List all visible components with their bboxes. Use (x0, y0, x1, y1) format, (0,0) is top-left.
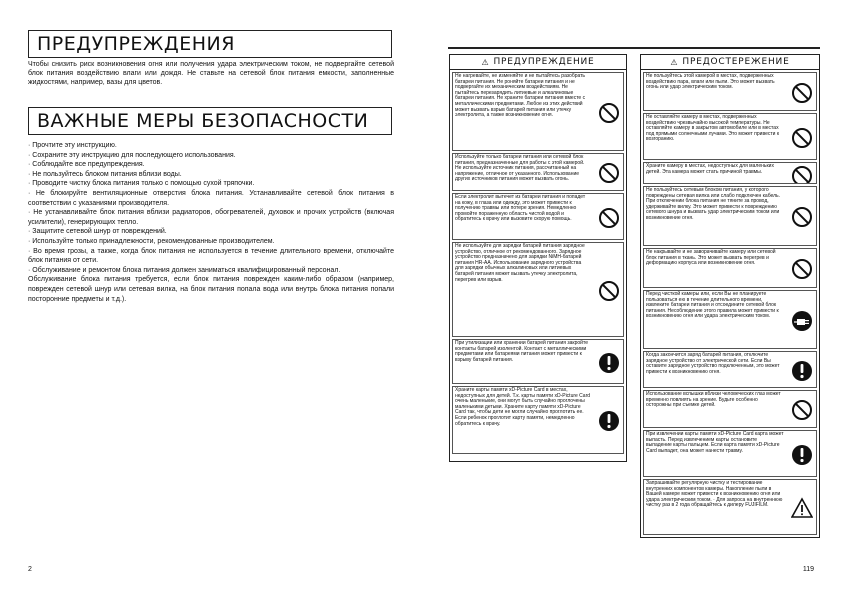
caution-title: ПРЕДОСТЕРЕЖЕНИЕ (682, 57, 790, 67)
prohibited-icon (598, 102, 620, 124)
safety-entry (643, 351, 817, 388)
warning-triangle-icon: ⚠ (481, 57, 490, 67)
list-item: · Прочтите эту инструкцию. (28, 142, 117, 149)
safety-entry (452, 339, 624, 384)
safety-entry-text: Использование вспышки вблизи человеческих глаз может временно повлиять на зрение. Будьте особенно осторожны при съемке детей. (646, 391, 781, 409)
safety-entry-text: Храните карты памяти xD-Picture Card в местах, недоступных для детей. Т.к. карты памяти xD-Picture Card очень маленькие, они могут быть случайно проглочены маленькими детьми. Храните карту памяти xD-Picture Card так, чтобы дети не могли случайно проглотить ее. Если ребенок проглотит карту памяти, немедленно обратитесь к врачу. (455, 387, 591, 427)
prohibited-icon (598, 280, 620, 302)
mandatory-icon (791, 360, 813, 382)
safety-entry-text: Когда закончится заряд батарей питания, отключите зарядное устройство от электрической сети. Если Вы оставите зарядное устройство подключенным, это может привести к возникновению огня. (646, 352, 780, 375)
warning-header (450, 55, 626, 70)
safety-entry (643, 390, 817, 428)
list-item: · Соблюдайте все предупреждения. (28, 161, 145, 169)
safety-list (28, 141, 394, 304)
page-number-right: 119 (802, 566, 814, 573)
safety-entry (643, 430, 817, 477)
safety-entry-text: Не пользуйтесь этой камерой в местах, подверженных воздействию пара, влаги или пыли. Это может вызвать огонь или удар электрическим током. (646, 73, 775, 91)
list-item: · Не блокируйте вентиляционные отверстия блока питания. Устанавливайте сетевой блок питания в соответствии с указаниями производителя. (28, 189, 394, 207)
list-item: · Сохраните эту инструкцию для последующего использования. (28, 151, 236, 159)
warnings-heading: ПРЕДУПРЕЖДЕНИЯ (28, 30, 392, 58)
caution-column (640, 54, 820, 538)
safety-entry-text: Храните камеру в местах, недоступных для маленьких детей. Эта камера может стать причиной травмы. (646, 163, 774, 175)
safety-entry-text: Если электролит вытечет из батареи питания и попадет на кожу, в глаза или одежду, это может привести к получению травмы или потере зрения. Немедленно промойте пораженную область чистой водой и обратитесь к врачу или вызовите скорую помощь. (455, 194, 586, 223)
caution-triangle-icon: ⚠ (670, 57, 679, 67)
safety-entry (643, 186, 817, 246)
prohibited-icon (791, 206, 813, 228)
safety-entry (452, 242, 624, 337)
list-item: · Используйте только принадлежности, рекомендованные производителем. (28, 237, 275, 245)
mandatory-icon (598, 352, 620, 374)
prohibited-icon (791, 127, 813, 149)
safety-entry (643, 479, 817, 535)
safety-entry (452, 72, 624, 151)
safety-entry (452, 153, 624, 191)
safety-entry (643, 290, 817, 349)
list-item: · Не устанавливайте блок питания вблизи радиаторов, обогревателей, духовок и прочих устройств (включая усилители), генерирующих тепло. (28, 209, 394, 226)
warning-column (449, 54, 627, 462)
safety-entry-text: Используйте только батареи питания или сетевой блок питания, предназначенные для работы с этой камерой. Не используйте источник питания, рассчитанный на напряжение, отличное от указанного. Использование других источников питания может вызвать огонь. (455, 154, 585, 183)
list-item: · Во время грозы, а также, когда блок питания не используется в течение длительного времени, отключайте блок питания от сети. (28, 247, 394, 265)
mandatory-icon (791, 444, 813, 466)
safety-entry-text: Не оставляйте камеру в местах, подверженных воздействию чрезвычайно высокой температуры. Не оставляйте камеру в закрытом автомобиле или в местах под прямыми солнечными лучами. Это может привести к возгоранию. (646, 114, 780, 143)
prohibited-icon (791, 165, 813, 184)
safety-entry (452, 386, 624, 454)
top-rule (448, 47, 820, 49)
safety-entry-text: Перед чисткой камеры или, если Вы не планируете пользоваться ею в течение длительного времени, извлеките батареи питания и отсоедините сетевой блок питания. Несоблюдение этого правила может привести к возникновению огня или удара электрическим током. (646, 291, 779, 320)
warnings-intro: Чтобы снизить риск возникновения огня или получения удара электрическим током, не подвергайте сетевой блок питания воздействию влаги или дождя. Не ставьте на сетевой блок питания емкости, заполненные жидкостями, например, вазы для цветов. (28, 61, 394, 87)
mandatory-icon (598, 410, 620, 432)
prohibited-icon (598, 207, 620, 229)
safety-entry (643, 113, 817, 160)
safety-entry-text: При утилизации или хранении батарей питания закройте контакты батарей изолентой. Контакт с металлическими предметами или батареями питания может привести к взрыву батарей питания. (455, 340, 588, 363)
safety-entry-text: При извлечении карты памяти xD-Picture Card карта может выпасть. Перед извлечением карты остановите выпадение карты пальцем. Если карта памяти xD-Picture Card выпадет, она может нанести травму. (646, 431, 784, 454)
warning-title: ПРЕДУПРЕЖДЕНИЕ (493, 57, 595, 67)
prohibited-icon (598, 162, 620, 184)
safety-heading: ВАЖНЫЕ МЕРЫ БЕЗОПАСНОСТИ (28, 107, 392, 135)
safety-entry (643, 72, 817, 111)
caution-triangle-icon (791, 497, 813, 519)
safety-entry (643, 162, 817, 184)
safety-entry (643, 248, 817, 288)
caution-header (641, 55, 819, 70)
list-item: Обслуживание блока питания требуется, если блок питания поврежден каким-либо образом (например, поврежден сетевой шнур или сетевая вилка, на блок питания попала вода или внутрь блока питания попали посторонние предметы и т.д.). (28, 276, 394, 303)
list-item: · Не пользуйтесь блоком питания вблизи воды. (28, 170, 182, 178)
safety-entry-text: Не накрывайте и не заворачивайте камеру или сетевой блок питания в ткань. Это может вызвать перегрев и деформацию корпуса или возникновение огня. (646, 249, 776, 267)
unplug-icon (791, 310, 813, 332)
prohibited-icon (791, 82, 813, 104)
page-number-left: 2 (28, 566, 32, 573)
safety-entry (452, 193, 624, 240)
list-item: · Обслуживание и ремонтом блока питания должен заниматься квалифицированный персонал. (28, 266, 341, 274)
list-item: · Проводите чистку блока питания только с помощью сухой тряпочки. (28, 180, 255, 188)
safety-entry-text: Запрашивайте регулярную чистку и тестирование внутренних компонентов камеры. Накопление пыли в Вашей камере может привести к возникновению огня или удара электрическим током. · Для запроса на внутреннюю чистку раз в 2 года обращайтесь к дилеру FUJIFILM. (646, 480, 783, 509)
prohibited-icon (791, 258, 813, 280)
list-item: · Защитите сетевой шнур от повреждений. (28, 228, 167, 236)
safety-entry-text: Не нагревайте, не изменяйте и не пытайтесь разобрать батареи питания. Не роняйте батареи питания и не подвергайте их механическим воздействиям. Не пытайтесь перезарядить литиевые и алкалиновые батареи питания. Не храните батареи питания вместе с металлическими предметами. Любое из этих действий может вызвать взрыв батарей питания или утечку электролита, а также возникновение огня. (455, 73, 586, 119)
safety-entry-text: Не пользуйтесь сетевым блоком питания, у которого повреждены сетевая вилка или слабо подключен кабель. При отключении блока питания не тяните за провод, удерживайте вилку. Это может привести к повреждению сетевого шнура и вызвать удар электрическим током или возникновение огня. (646, 187, 781, 221)
prohibited-icon (791, 399, 813, 421)
safety-entry-text: Не используйте для зарядки батарей питания зарядное устройство, отличное от рекомендованного. Зарядное устройство предназначено для зарядки NiMH-батарей питания HR-AA. Использование зарядного устройства для зарядки обычных алкалиновых или литиевых батарей питания может вызвать утечку электролита, перегрев или взрыв. (455, 243, 585, 283)
